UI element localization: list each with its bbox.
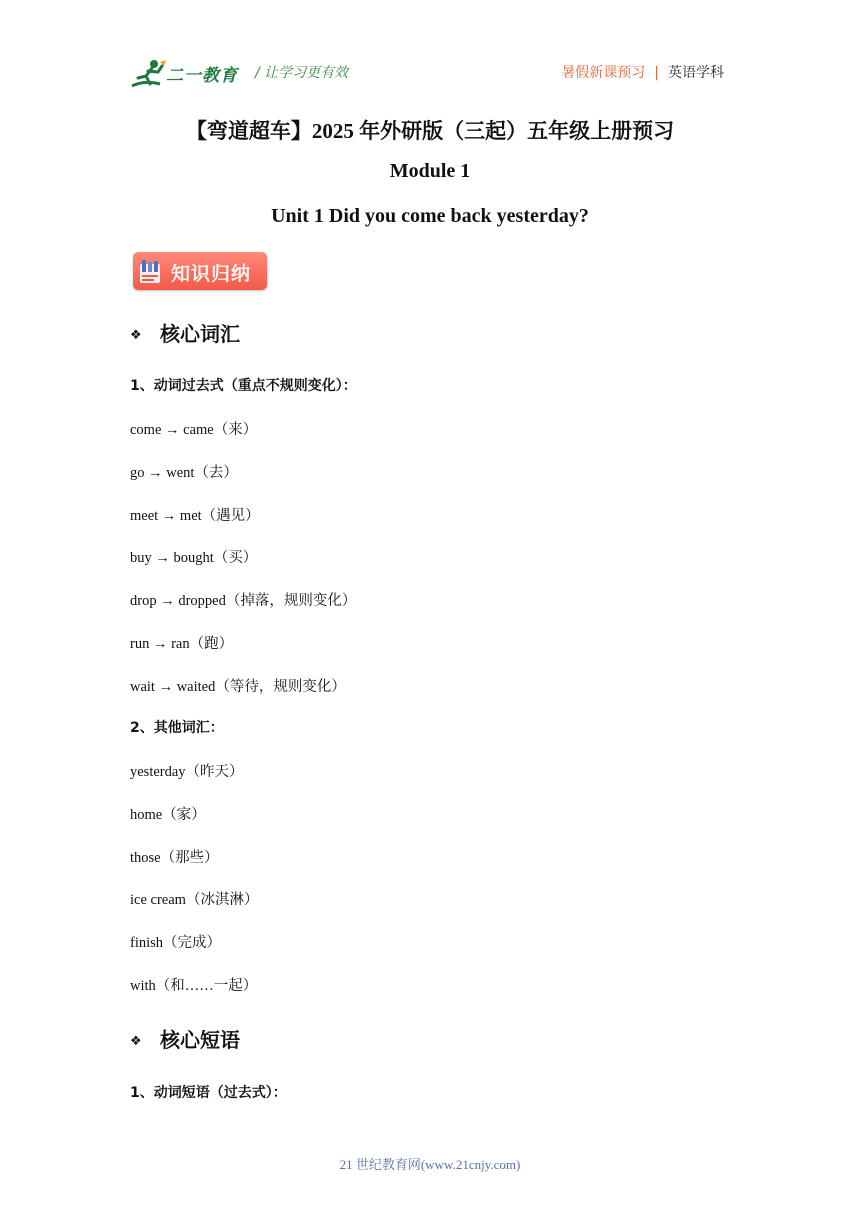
book-icon bbox=[139, 258, 161, 284]
vocab-item: home（家） bbox=[130, 807, 206, 823]
subheading-past-tense: 1、动词过去式（重点不规则变化）： bbox=[130, 378, 357, 394]
knowledge-summary-badge bbox=[133, 252, 267, 290]
vocab-item: drop → dropped（掉落，规则变化） bbox=[130, 593, 357, 609]
page-footer: 21 世纪教育网(www.21cnjy.com) bbox=[339, 1157, 521, 1172]
vocab-item: yesterday（昨天） bbox=[130, 764, 244, 780]
section-heading-core-phrases bbox=[130, 1024, 240, 1053]
header-right bbox=[561, 62, 724, 82]
unit-title: Unit 1 Did you come back yesterday? bbox=[271, 205, 589, 227]
vocab-item: ice cream（冰淇淋） bbox=[130, 892, 259, 908]
vocab-item: come → came（来） bbox=[130, 422, 258, 438]
badge-label: 知识归纳 bbox=[171, 263, 252, 285]
section-heading-core-vocabulary bbox=[130, 318, 240, 347]
slogan: / 让学习更有效 bbox=[255, 65, 349, 81]
logo-text: 二一教育 bbox=[166, 66, 238, 86]
header-label: 暑假新课预习 bbox=[561, 65, 646, 81]
header-subject: 英语学科 bbox=[668, 65, 724, 81]
vocab-item: meet → met（遇见） bbox=[130, 508, 260, 524]
site-logo bbox=[130, 58, 242, 90]
section-heading-text: 核心词汇 bbox=[160, 322, 240, 346]
vocab-item: those（那些） bbox=[130, 850, 219, 866]
vocab-item: run → ran（跑） bbox=[130, 636, 234, 652]
section-heading-text: 核心短语 bbox=[160, 1028, 240, 1052]
vocab-item: wait → waited（等待，规则变化） bbox=[130, 679, 346, 695]
subheading-other-words: 2、其他词汇： bbox=[130, 720, 224, 736]
diamond-bullet-icon: ❖ bbox=[130, 1034, 142, 1049]
vocab-item: buy → bought（买） bbox=[130, 550, 258, 566]
subheading-verb-phrases: 1、动词短语（过去式）： bbox=[130, 1085, 287, 1101]
vocab-item: finish（完成） bbox=[130, 935, 222, 951]
module-title: Module 1 bbox=[389, 160, 471, 182]
diamond-bullet-icon: ❖ bbox=[130, 328, 142, 343]
runner-logo-icon bbox=[130, 58, 170, 90]
document-title: 【弯道超车】2025 年外研版（三起）五年级上册预习 bbox=[185, 119, 675, 143]
header-separator: | bbox=[654, 65, 659, 81]
vocab-item: go → went（去） bbox=[130, 465, 238, 481]
vocab-item: with（和……一起） bbox=[130, 978, 258, 994]
